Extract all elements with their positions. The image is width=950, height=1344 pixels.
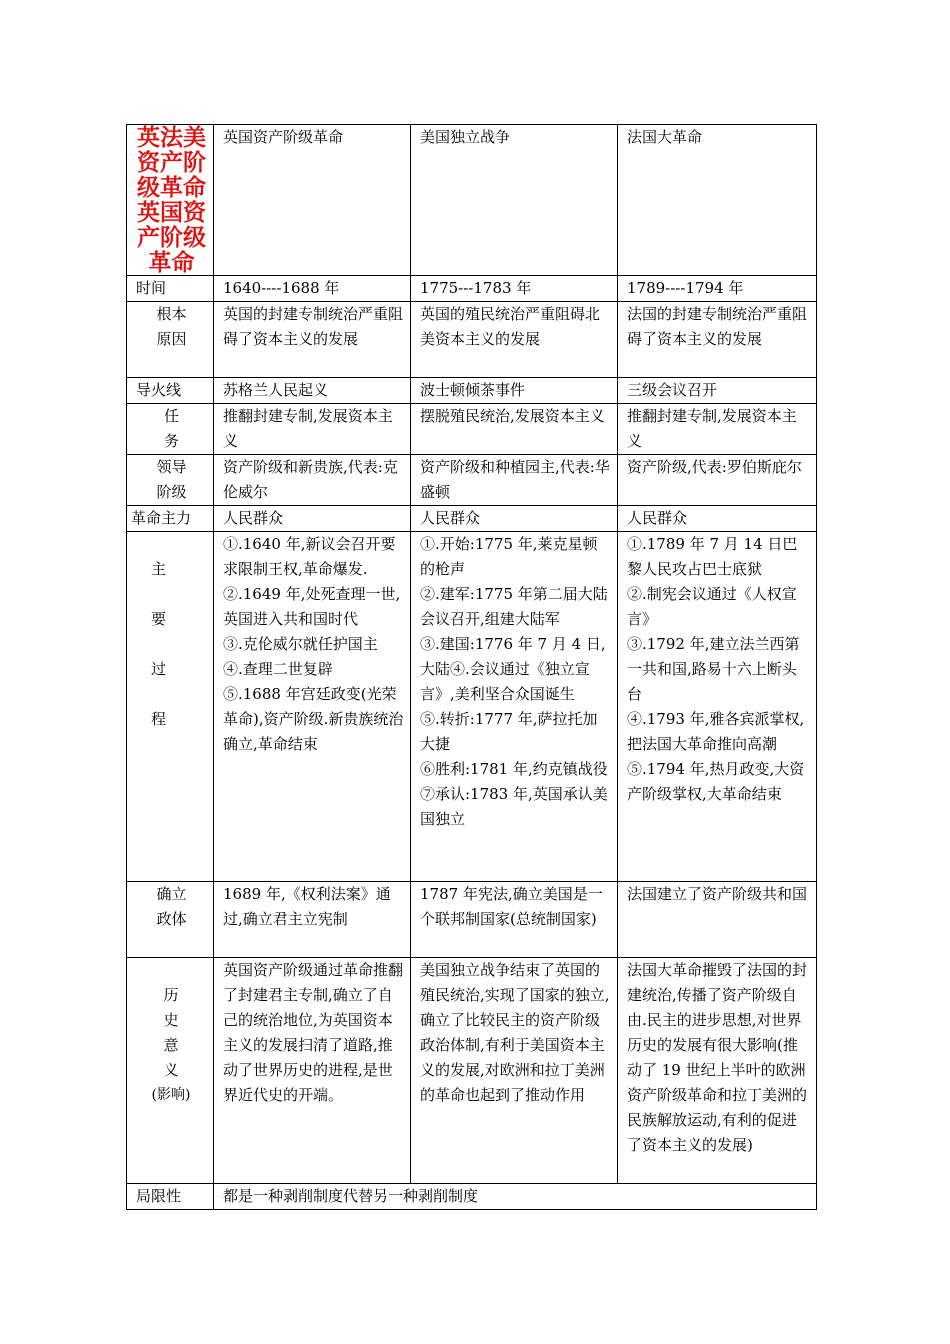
cell-cause-american: 英国的殖民统治严重阻碍北美资本主义的发展 <box>411 302 618 378</box>
cell-cause-english: 英国的封建专制统治严重阻碍了资本主义的发展 <box>214 302 411 378</box>
cell-time-english: 1640----1688 年 <box>214 276 411 302</box>
row-label-process-2: 要 <box>151 610 167 628</box>
row-label-task-2: 务 <box>163 432 179 450</box>
row-label-significance-2: 史 <box>163 1011 179 1029</box>
row-label-leader-1: 领导 <box>156 458 187 476</box>
row-label-leader <box>127 455 214 506</box>
row-process <box>127 532 817 882</box>
cell-time-american: 1775---1783 年 <box>411 276 618 302</box>
row-significance <box>127 958 817 1184</box>
cell-regime-english: 1689 年,《权利法案》通过,确立君主立宪制 <box>214 882 411 958</box>
table-title: 英法美资产阶级革命英国资产阶级革命 <box>127 125 214 276</box>
cell-mainforce-english: 人民群众 <box>214 506 411 532</box>
cell-mainforce-american: 人民群众 <box>411 506 618 532</box>
row-label-cause-2: 原因 <box>156 330 187 348</box>
cell-fuse-american: 波士顿倾茶事件 <box>411 378 618 404</box>
row-label-process-3: 过 <box>151 660 167 678</box>
column-header-english: 英国资产阶级革命 <box>214 125 411 276</box>
cell-task-french: 推翻封建专制,发展资本主义 <box>618 404 817 455</box>
row-label-fuse: 导火线 <box>127 378 214 404</box>
process-french-item: ②.制宪会议通过《人权宣言》 <box>627 585 797 628</box>
process-american-item: ⑤.转折:1777 年,萨拉托加大捷 <box>420 710 598 753</box>
row-task <box>127 404 817 455</box>
cell-significance-english: 英国资产阶级通过革命推翻了封建君主专制,确立了自己的统治地位,为英国资本主义的发展扫清了道路,推动了世界历史的进程,是世界近代史的开端。 <box>214 958 411 1184</box>
row-cause <box>127 302 817 378</box>
process-french-item: ③.1792 年,建立法兰西第一共和国,路易十六上断头台 <box>627 635 800 703</box>
revolution-comparison-table <box>126 124 817 1210</box>
column-header-french: 法国大革命 <box>618 125 817 276</box>
row-label-process-4: 程 <box>151 710 167 728</box>
process-american-item: ⑥胜利:1781 年,约克镇战役 <box>420 760 608 778</box>
row-label-task-1: 任 <box>163 407 179 425</box>
row-label-mainforce: 革命主力 <box>127 506 214 532</box>
process-english-item: ⑤.1688 年宫廷政变(光荣革命),资产阶级.新贵族统治确立,革命结束 <box>223 685 404 753</box>
cell-fuse-english: 苏格兰人民起义 <box>214 378 411 404</box>
row-label-task <box>127 404 214 455</box>
cell-significance-french: 法国大革命摧毁了法国的封建统治,传播了资产阶级自由.民主的进步思想,对世界历史的发展有很大影响(推动了 19 世纪上半叶的欧洲资产阶级革命和拉丁美洲的民族解放运动,有利的促进了资本主义的发展) <box>618 958 817 1184</box>
row-label-process-1: 主 <box>151 560 167 578</box>
row-fuse <box>127 378 817 404</box>
process-english-item: ②.1649 年,处死查理一世,英国进入共和国时代 <box>223 585 401 628</box>
cell-cause-french: 法国的封建专制统治严重阻碍了资本主义的发展 <box>618 302 817 378</box>
cell-task-american: 摆脱殖民统治,发展资本主义 <box>411 404 618 455</box>
cell-leader-english: 资产阶级和新贵族,代表:克伦威尔 <box>214 455 411 506</box>
row-label-cause-1: 根本 <box>156 305 187 323</box>
cell-process-french <box>618 532 817 882</box>
row-label-regime <box>127 882 214 958</box>
process-american-item: ⑦承认:1783 年,英国承认美国独立 <box>420 785 608 828</box>
process-american-item: ③.建国:1776 年 7 月 4 日,大陆④.会议通过《独立宣言》,美利坚合众国诞生 <box>420 635 606 703</box>
row-leader <box>127 455 817 506</box>
row-regime <box>127 882 817 958</box>
cell-process-american <box>411 532 618 882</box>
process-american-item: ②.建军:1775 年第二届大陆会议召开,组建大陆军 <box>420 585 608 628</box>
column-header-american: 美国独立战争 <box>411 125 618 276</box>
row-label-time: 时间 <box>127 276 214 302</box>
cell-leader-american: 资产阶级和种植园主,代表:华盛顿 <box>411 455 618 506</box>
process-french-item: ⑤.1794 年,热月政变,大资产阶级掌权,大革命结束 <box>627 760 805 803</box>
cell-process-english <box>214 532 411 882</box>
process-english-item: ③.克伦威尔就任护国主 <box>223 635 378 653</box>
row-label-leader-2: 阶级 <box>156 483 187 501</box>
cell-regime-french: 法国建立了资产阶级共和国 <box>618 882 817 958</box>
cell-limitation: 都是一种剥削制度代替另一种剥削制度 <box>214 1184 817 1210</box>
row-label-limitation: 局限性 <box>127 1184 214 1210</box>
row-limitation <box>127 1184 817 1210</box>
row-label-significance-4: 义 <box>163 1061 179 1079</box>
process-french-item: ①.1789 年 7 月 14 日巴黎人民攻占巴士底狱 <box>627 535 798 578</box>
row-label-significance <box>127 958 214 1184</box>
row-label-process <box>127 532 214 882</box>
row-time <box>127 276 817 302</box>
cell-leader-french: 资产阶级,代表:罗伯斯庇尔 <box>618 455 817 506</box>
process-french-item: ④.1793 年,雅各宾派掌权,把法国大革命推向高潮 <box>627 710 805 753</box>
row-label-significance-1: 历 <box>163 986 179 1004</box>
cell-fuse-french: 三级会议召开 <box>618 378 817 404</box>
cell-time-french: 1789----1794 年 <box>618 276 817 302</box>
row-label-significance-sub: (影响) <box>151 1087 191 1103</box>
row-label-significance-3: 意 <box>163 1036 179 1054</box>
header-row <box>127 125 817 276</box>
process-english-item: ①.1640 年,新议会召开要求限制王权,革命爆发. <box>223 535 396 578</box>
cell-mainforce-french: 人民群众 <box>618 506 817 532</box>
process-english-item: ④.查理二世复辟 <box>223 660 333 678</box>
row-mainforce <box>127 506 817 532</box>
cell-regime-american: 1787 年宪法,确立美国是一个联邦制国家(总统制国家) <box>411 882 618 958</box>
row-label-cause <box>127 302 214 378</box>
cell-significance-american: 美国独立战争结束了英国的殖民统治,实现了国家的独立,确立了比较民主的资产阶级政治体制,有利于美国资本主义的发展,对欧洲和拉丁美洲的革命也起到了推动作用 <box>411 958 618 1184</box>
process-american-item: ①.开始:1775 年,莱克星顿的枪声 <box>420 535 598 578</box>
cell-task-english: 推翻封建专制,发展资本主义 <box>214 404 411 455</box>
row-label-regime-2: 政体 <box>156 910 187 928</box>
row-label-regime-1: 确立 <box>156 885 187 903</box>
